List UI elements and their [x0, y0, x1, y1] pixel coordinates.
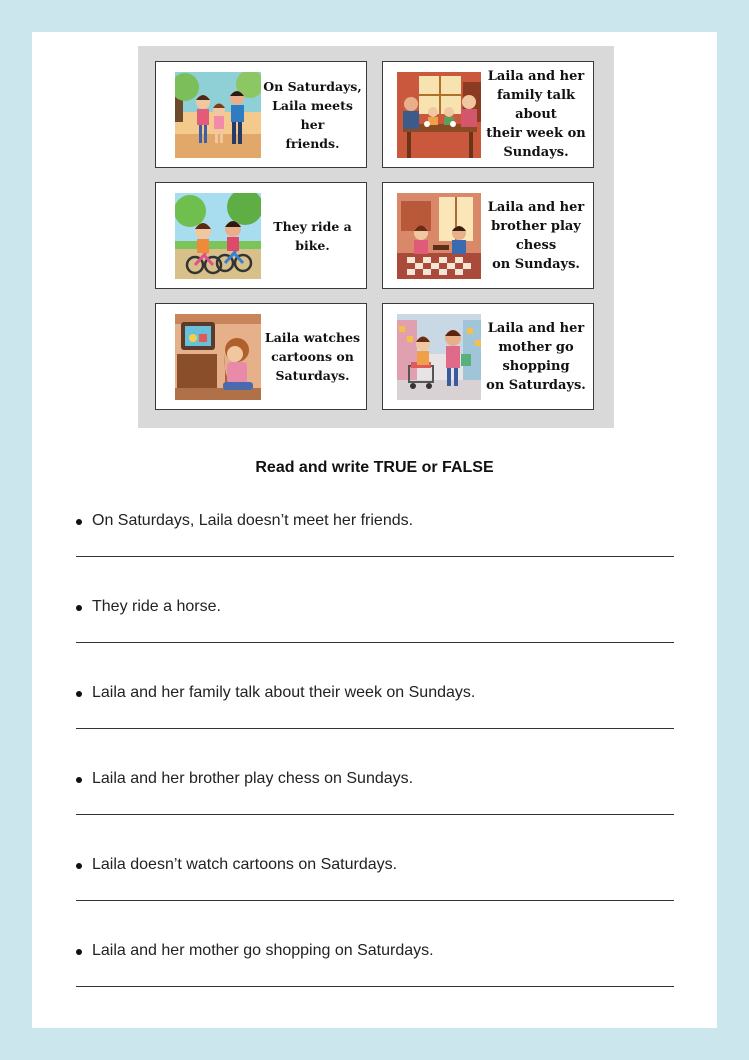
card-caption: Laila and her brother play chess on Sundays.	[487, 199, 585, 272]
question-item	[76, 684, 676, 702]
card-caption: Laila and her mother go shopping on Saturdays.	[486, 320, 586, 393]
answer-line[interactable]	[76, 556, 674, 557]
answer-line[interactable]	[76, 728, 674, 729]
answer-line[interactable]	[76, 900, 674, 901]
answer-line[interactable]	[76, 814, 674, 815]
card-family-dinner	[382, 61, 594, 168]
bike-ride-icon	[175, 193, 261, 279]
card-chess	[382, 182, 594, 289]
card-shopping	[382, 303, 594, 410]
question-item	[76, 598, 676, 616]
card-bike-ride	[155, 182, 367, 289]
question-text: On Saturdays, Laila doesn’t meet her friends.	[76, 512, 676, 530]
question-item	[76, 770, 676, 788]
question-text: Laila and her mother go shopping on Saturdays.	[76, 942, 676, 960]
chess-icon	[397, 193, 481, 279]
instruction-heading: Read and write TRUE or FALSE	[255, 459, 494, 476]
question-text: Laila doesn’t watch cartoons on Saturdays.	[76, 856, 676, 874]
card-caption: On Saturdays, Laila meets her friends.	[263, 78, 362, 151]
question-text: Laila and her family talk about their week on Sundays.	[76, 684, 676, 702]
card-cartoons	[155, 303, 367, 410]
card-caption: Laila and her family talk about their week on Sundays.	[486, 69, 586, 160]
card-friends	[155, 61, 367, 168]
question-text: Laila and her brother play chess on Sundays.	[76, 770, 676, 788]
question-text: They ride a horse.	[76, 598, 676, 616]
question-item	[76, 512, 676, 530]
card-caption: They ride a bike.	[273, 218, 352, 253]
answer-line[interactable]	[76, 986, 674, 987]
worksheet-page	[32, 32, 717, 1028]
friends-meeting-icon	[175, 72, 261, 158]
card-caption: Laila watches cartoons on Saturdays.	[264, 330, 361, 383]
question-item	[76, 856, 676, 874]
answer-line[interactable]	[76, 642, 674, 643]
tv-watching-icon	[175, 314, 261, 400]
family-dinner-icon	[397, 72, 481, 158]
picture-cards-panel	[138, 46, 614, 428]
shopping-icon	[397, 314, 481, 400]
question-item	[76, 942, 676, 960]
